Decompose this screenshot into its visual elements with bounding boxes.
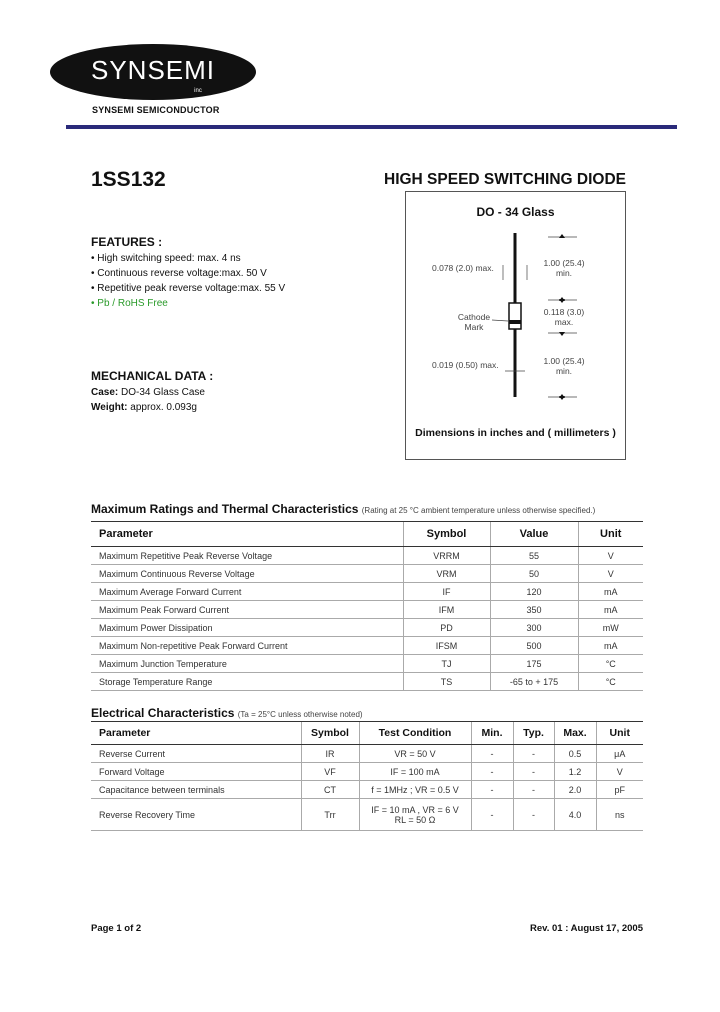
page-number: Page 1 of 2 — [91, 923, 142, 934]
table-cell: -65 to + 175 — [490, 673, 578, 691]
table-cell: TS — [403, 673, 490, 691]
body-length-value: 0.118 (3.0) — [543, 307, 585, 317]
lead-length-top-dim — [540, 258, 588, 278]
features-list — [91, 251, 285, 311]
test-condition-line: f = 1MHz ; VR = 0.5 V — [371, 784, 459, 795]
test-condition-line: VR = 50 V — [394, 748, 436, 759]
test-condition-cell — [359, 781, 471, 799]
table-cell: Maximum Peak Forward Current — [91, 601, 403, 619]
table-row — [91, 655, 643, 673]
case-label: Case: — [91, 387, 119, 398]
weight-line — [91, 400, 205, 415]
table-cell: - — [471, 745, 513, 763]
table-cell: - — [513, 745, 554, 763]
table-cell: μA — [596, 745, 643, 763]
table-cell: V — [578, 565, 643, 583]
ratings-header-cell: Unit — [578, 522, 643, 547]
table-cell: 2.0 — [554, 781, 596, 799]
table-cell: 175 — [490, 655, 578, 673]
table-cell: Capacitance between terminals — [91, 781, 301, 799]
ratings-title — [91, 502, 595, 516]
table-row — [91, 763, 643, 781]
ratings-header-cell: Parameter — [91, 522, 403, 547]
table-cell: - — [513, 763, 554, 781]
lead-length-top-min: min. — [555, 268, 573, 278]
company-name: SYNSEMI SEMICONDUCTOR — [92, 105, 220, 115]
weight-label: Weight: — [91, 402, 128, 413]
revision: Rev. 01 : August 17, 2005 — [530, 923, 643, 934]
table-cell: VF — [301, 763, 359, 781]
table-row — [91, 799, 643, 831]
body-length-dim — [540, 307, 588, 327]
table-row — [91, 565, 643, 583]
table-cell: ns — [596, 799, 643, 831]
cathode-label: Cathode — [457, 312, 491, 322]
case-value: DO-34 Glass Case — [118, 387, 205, 398]
table-cell: mW — [578, 619, 643, 637]
ratings-header-row — [91, 522, 643, 547]
electrical-title-text: Electrical Characteristics — [91, 706, 235, 720]
table-cell: 0.5 — [554, 745, 596, 763]
table-cell: 1.2 — [554, 763, 596, 781]
table-cell: TJ — [403, 655, 490, 673]
table-cell: Storage Temperature Range — [91, 673, 403, 691]
table-cell: 4.0 — [554, 799, 596, 831]
electrical-header-cell: Parameter — [91, 722, 301, 745]
feature-item: • Repetitive peak reverse voltage:max. 55 V — [91, 283, 286, 294]
lead-length-top-value: 1.00 (25.4) — [543, 258, 585, 268]
electrical-header-cell: Max. — [554, 722, 596, 745]
table-cell: PD — [403, 619, 490, 637]
table-cell: °C — [578, 673, 643, 691]
package-title: DO - 34 Glass — [476, 205, 555, 219]
test-condition-line: IF = 100 mA — [390, 766, 440, 777]
electrical-note: (Ta = 25°C unless otherwise noted) — [237, 710, 363, 719]
weight-value: approx. 0.093g — [127, 402, 197, 413]
table-cell: IR — [301, 745, 359, 763]
table-cell: 120 — [490, 583, 578, 601]
case-line — [91, 385, 205, 400]
lead-length-bottom-dim — [540, 356, 588, 376]
test-condition-cell — [359, 799, 471, 831]
table-cell: mA — [578, 583, 643, 601]
svg-text:inc: inc — [194, 88, 202, 94]
table-cell: - — [471, 763, 513, 781]
mechanical-heading: MECHANICAL DATA : — [91, 369, 214, 383]
table-cell: Forward Voltage — [91, 763, 301, 781]
table-cell: Maximum Non-repetitive Peak Forward Current — [91, 637, 403, 655]
table-cell: 500 — [490, 637, 578, 655]
table-cell: Maximum Repetitive Peak Reverse Voltage — [91, 547, 403, 565]
table-row — [91, 745, 643, 763]
ratings-title-text: Maximum Ratings and Thermal Characteristics — [91, 502, 359, 516]
table-cell: °C — [578, 655, 643, 673]
lead-length-bottom-min: min. — [555, 366, 573, 376]
table-cell: V — [596, 763, 643, 781]
table-cell: Maximum Junction Temperature — [91, 655, 403, 673]
part-number: 1SS132 — [91, 168, 166, 191]
ratings-header-cell: Value — [490, 522, 578, 547]
ratings-table — [91, 521, 643, 691]
test-condition-cell — [359, 745, 471, 763]
table-row — [91, 673, 643, 691]
dimensions-note: Dimensions in inches and ( millimeters ) — [415, 427, 616, 439]
lead-width-dim: 0.078 (2.0) max. — [432, 263, 494, 273]
electrical-header-cell: Typ. — [513, 722, 554, 745]
table-cell: VRM — [403, 565, 490, 583]
test-condition-line: IF = 10 mA , VR = 6 V — [371, 804, 459, 815]
feature-item-rohs: • Pb / RoHS Free — [91, 298, 168, 309]
table-row — [91, 781, 643, 799]
diode-outline-drawing — [405, 225, 626, 410]
mark-label: Mark — [464, 322, 484, 332]
electrical-title — [91, 706, 363, 720]
feature-item: • Continuous reverse voltage:max. 50 V — [91, 268, 267, 279]
electrical-header-cell: Symbol — [301, 722, 359, 745]
table-cell: mA — [578, 601, 643, 619]
ratings-header-cell: Symbol — [403, 522, 490, 547]
lead-length-bottom-value: 1.00 (25.4) — [543, 356, 585, 366]
table-cell: 55 — [490, 547, 578, 565]
table-cell: V — [578, 547, 643, 565]
table-cell: VRRM — [403, 547, 490, 565]
header-rule — [66, 125, 677, 129]
table-row — [91, 547, 643, 565]
table-cell: Maximum Continuous Reverse Voltage — [91, 565, 403, 583]
cathode-mark-label — [452, 312, 496, 332]
features-heading: FEATURES : — [91, 235, 163, 249]
lead-diameter-dim: 0.019 (0.50) max. — [432, 360, 499, 370]
table-row — [91, 601, 643, 619]
electrical-header-row — [91, 722, 643, 745]
table-cell: 50 — [490, 565, 578, 583]
table-cell: - — [471, 781, 513, 799]
table-cell: mA — [578, 637, 643, 655]
synsemi-logo — [48, 42, 258, 102]
table-cell: CT — [301, 781, 359, 799]
table-cell: IFM — [403, 601, 490, 619]
table-cell: Trr — [301, 799, 359, 831]
table-cell: - — [513, 781, 554, 799]
mechanical-data — [91, 385, 205, 415]
svg-text:SYNSEMI: SYNSEMI — [90, 55, 216, 85]
body-length-max: max. — [554, 317, 574, 327]
table-cell: IF — [403, 583, 490, 601]
table-row — [91, 637, 643, 655]
electrical-header-cell: Min. — [471, 722, 513, 745]
feature-item: • High switching speed: max. 4 ns — [91, 253, 241, 264]
test-condition-line: RL = 50 Ω — [394, 814, 436, 825]
table-cell: Reverse Current — [91, 745, 301, 763]
electrical-header-cell: Unit — [596, 722, 643, 745]
table-cell: Maximum Average Forward Current — [91, 583, 403, 601]
table-row — [91, 583, 643, 601]
table-cell: IFSM — [403, 637, 490, 655]
table-cell: pF — [596, 781, 643, 799]
table-cell: - — [471, 799, 513, 831]
table-cell: Maximum Power Dissipation — [91, 619, 403, 637]
electrical-header-cell: Test Condition — [359, 722, 471, 745]
document-title: HIGH SPEED SWITCHING DIODE — [384, 171, 626, 188]
table-row — [91, 619, 643, 637]
electrical-table — [91, 721, 643, 831]
table-cell: 300 — [490, 619, 578, 637]
table-cell: - — [513, 799, 554, 831]
table-cell: Reverse Recovery Time — [91, 799, 301, 831]
ratings-note: (Rating at 25 °C ambient temperature unless otherwise specified.) — [361, 506, 596, 515]
test-condition-cell — [359, 763, 471, 781]
table-cell: 350 — [490, 601, 578, 619]
